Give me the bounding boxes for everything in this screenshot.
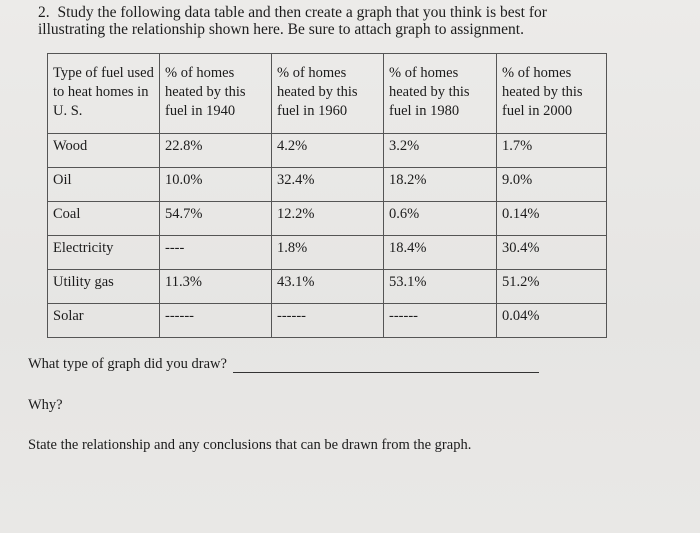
table-header-row <box>48 54 607 134</box>
table-row <box>48 168 607 202</box>
question-line-1: Study the following data table and then create a graph that you think is best for <box>57 4 547 21</box>
table-cell: 10.0% <box>160 168 272 202</box>
row-label: Solar <box>48 304 160 338</box>
table-cell: 51.2% <box>497 270 607 304</box>
answer-blank-line[interactable] <box>233 358 539 373</box>
question-line-2: illustrating the relationship shown here. Be sure to attach graph to assignment. <box>38 21 524 38</box>
table-cell: ------ <box>384 304 497 338</box>
table-cell: 0.04% <box>497 304 607 338</box>
table-cell: 4.2% <box>272 134 384 168</box>
table-cell: ---- <box>160 236 272 270</box>
table-cell: 1.8% <box>272 236 384 270</box>
table-cell: 0.6% <box>384 202 497 236</box>
table-cell: 0.14% <box>497 202 607 236</box>
question-prompt <box>38 4 638 38</box>
table-cell: 54.7% <box>160 202 272 236</box>
header-1980: % of homes heated by this fuel in 1980 <box>384 54 497 134</box>
row-label: Coal <box>48 202 160 236</box>
table-row <box>48 134 607 168</box>
graph-type-question: What type of graph did you draw? <box>28 356 227 372</box>
why-prompt: Why? <box>28 397 63 413</box>
relationship-prompt: State the relationship and any conclusions that can be drawn from the graph. <box>28 437 472 453</box>
row-label: Wood <box>48 134 160 168</box>
table-cell: 1.7% <box>497 134 607 168</box>
table-cell: 32.4% <box>272 168 384 202</box>
row-label: Utility gas <box>48 270 160 304</box>
table-cell: ------ <box>272 304 384 338</box>
row-label: Electricity <box>48 236 160 270</box>
fuel-data-table <box>47 53 607 338</box>
table-cell: 30.4% <box>497 236 607 270</box>
table-cell: ------ <box>160 304 272 338</box>
header-1940: % of homes heated by this fuel in 1940 <box>160 54 272 134</box>
table-cell: 22.8% <box>160 134 272 168</box>
table-cell: 53.1% <box>384 270 497 304</box>
header-2000: % of homes heated by this fuel in 2000 <box>497 54 607 134</box>
table-row <box>48 304 607 338</box>
table-cell: 9.0% <box>497 168 607 202</box>
table-cell: 3.2% <box>384 134 497 168</box>
table-cell: 43.1% <box>272 270 384 304</box>
row-label: Oil <box>48 168 160 202</box>
table-row <box>48 202 607 236</box>
table-cell: 12.2% <box>272 202 384 236</box>
table-row <box>48 270 607 304</box>
table-cell: 18.4% <box>384 236 497 270</box>
header-1960: % of homes heated by this fuel in 1960 <box>272 54 384 134</box>
table-row <box>48 236 607 270</box>
table-cell: 18.2% <box>384 168 497 202</box>
header-fuel-type: Type of fuel used to heat homes in U. S. <box>48 54 160 134</box>
graph-type-prompt <box>28 356 539 373</box>
table-cell: 11.3% <box>160 270 272 304</box>
question-number: 2. <box>38 4 50 21</box>
